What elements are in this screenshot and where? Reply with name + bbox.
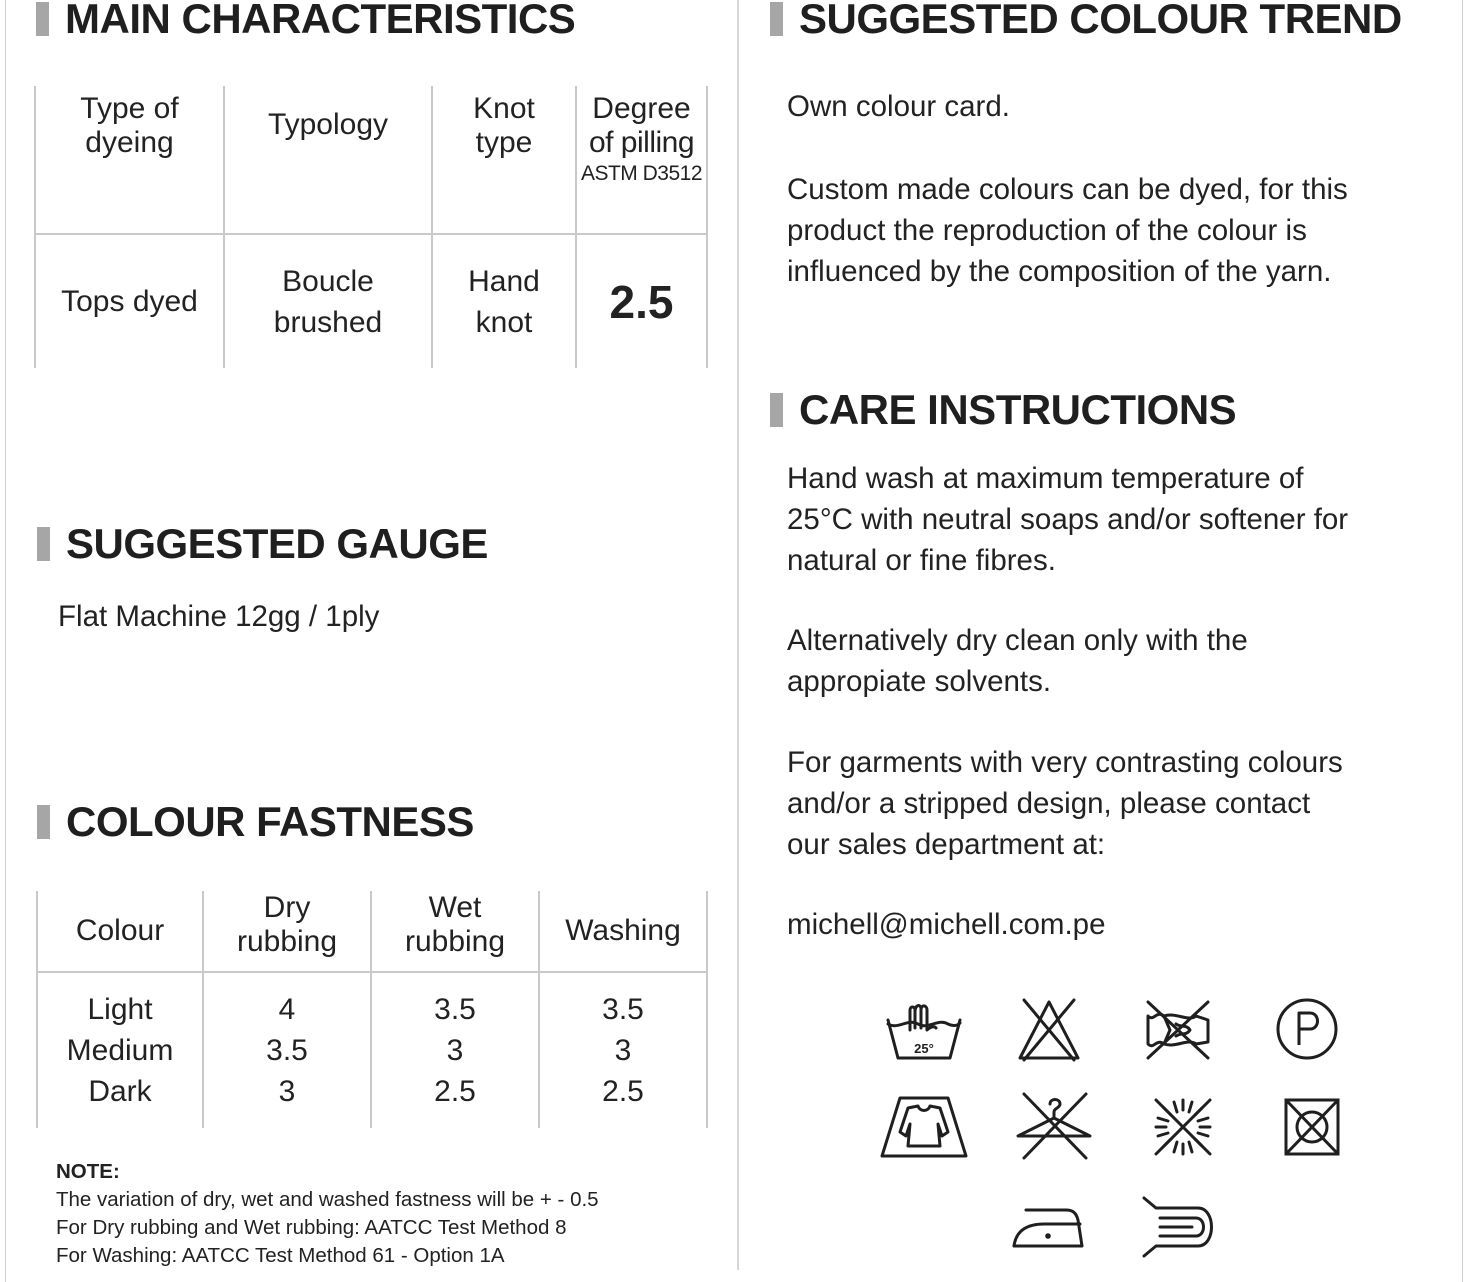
- care-paragraph-dry-clean: Alternatively dry clean only with the appropiate solvents.: [787, 624, 1248, 698]
- care-instructions-title: CARE INSTRUCTIONS: [799, 386, 1237, 433]
- header-washing: Washing: [539, 891, 707, 972]
- table-row: Light: [87, 993, 153, 1026]
- header-typology: Typology: [224, 86, 432, 234]
- value-type-of-dyeing: Tops dyed: [35, 234, 224, 368]
- value-typology: Boucle brushed: [224, 234, 432, 368]
- colour-fastness-heading: [37, 798, 474, 846]
- header-dry-rubbing: Dry rubbing: [203, 891, 371, 972]
- care-paragraph-hand-wash: Hand wash at maximum temperature of 25°C with neutral soaps and/or softener for natural or fine fibres.: [787, 462, 1349, 577]
- do-not-bleach-icon: [1014, 996, 1084, 1064]
- note-title: NOTE:: [56, 1160, 120, 1183]
- header-knot-type: Knot type: [432, 86, 576, 234]
- professional-dry-clean-p-icon: [1274, 996, 1340, 1062]
- heading-bar: [37, 527, 50, 561]
- suggested-colour-trend-title: SUGGESTED COLOUR TREND: [799, 0, 1402, 42]
- custom-colours-paragraph: Custom made colours can be dyed, for this product the reproduction of the colour is influenced by the composition of the yarn.: [787, 173, 1348, 288]
- main-characteristics-heading: [36, 0, 575, 43]
- note-line: For Washing: AATCC Test Method 61 - Option 1A: [56, 1244, 505, 1267]
- iron-low-icon: [1010, 1204, 1086, 1250]
- heading-bar: [37, 805, 50, 839]
- table-row: Dark: [88, 1075, 152, 1108]
- heading-bar: [36, 2, 49, 36]
- sales-email-link[interactable]: michell@michell.com.pe: [787, 908, 1106, 941]
- care-paragraph-contact: For garments with very contrasting colours and/or a stripped design, please contact our sales department at:: [787, 746, 1343, 861]
- colour-fastness-table: [36, 891, 708, 1128]
- column-colour: [37, 972, 203, 1128]
- heading-bar: [770, 2, 783, 36]
- value-knot-type: Hand knot: [432, 234, 576, 368]
- hand-wash-temperature: 25°: [914, 1041, 934, 1056]
- header-wet-rubbing: Wet rubbing: [371, 891, 539, 972]
- do-not-wring-icon: [1140, 998, 1216, 1062]
- do-not-tumble-dry-icon: [1282, 1096, 1342, 1158]
- fastness-note: [56, 1158, 599, 1270]
- header-colour: Colour: [37, 891, 203, 972]
- dry-flat-fold-icon: [1140, 1194, 1222, 1260]
- page-edge-right: [1462, 0, 1463, 1282]
- page-edge-left: [5, 0, 6, 1282]
- dry-flat-icon: [878, 1092, 970, 1162]
- colour-fastness-title: COLOUR FASTNESS: [66, 798, 474, 845]
- header-degree-of-pilling: Degree of pilling ASTM D3512: [576, 86, 707, 234]
- pilling-standard: ASTM D3512: [580, 162, 703, 185]
- column-washing: 3.5 3 2.5: [539, 972, 707, 1128]
- own-colour-card-text: Own colour card.: [787, 90, 1010, 123]
- suggested-gauge-title: SUGGESTED GAUGE: [66, 520, 488, 567]
- note-line: For Dry rubbing and Wet rubbing: AATCC Test Method 8: [56, 1216, 567, 1239]
- do-not-hang-dry-icon: [1012, 1090, 1096, 1162]
- do-not-brush-icon: [1148, 1092, 1218, 1162]
- value-degree-of-pilling: 2.5: [576, 234, 707, 368]
- heading-bar: [770, 393, 783, 427]
- main-characteristics-title: MAIN CHARACTERISTICS: [65, 0, 576, 42]
- column-dry-rubbing: 4 3.5 3: [203, 972, 371, 1128]
- header-type-of-dyeing: Type of dyeing: [35, 86, 224, 234]
- care-instructions-heading: [770, 386, 1236, 434]
- suggested-colour-trend-heading: [770, 0, 1402, 43]
- suggested-gauge-text: Flat Machine 12gg / 1ply: [58, 600, 380, 633]
- column-wet-rubbing: 3.5 3 2.5: [371, 972, 539, 1128]
- table-row: Medium: [66, 1034, 174, 1067]
- suggested-gauge-heading: [37, 520, 488, 568]
- hand-wash-icon: [884, 1000, 964, 1064]
- main-characteristics-table: [34, 86, 708, 368]
- column-divider: [737, 0, 739, 1270]
- note-line: The variation of dry, wet and washed fastness will be + - 0.5: [56, 1188, 599, 1211]
